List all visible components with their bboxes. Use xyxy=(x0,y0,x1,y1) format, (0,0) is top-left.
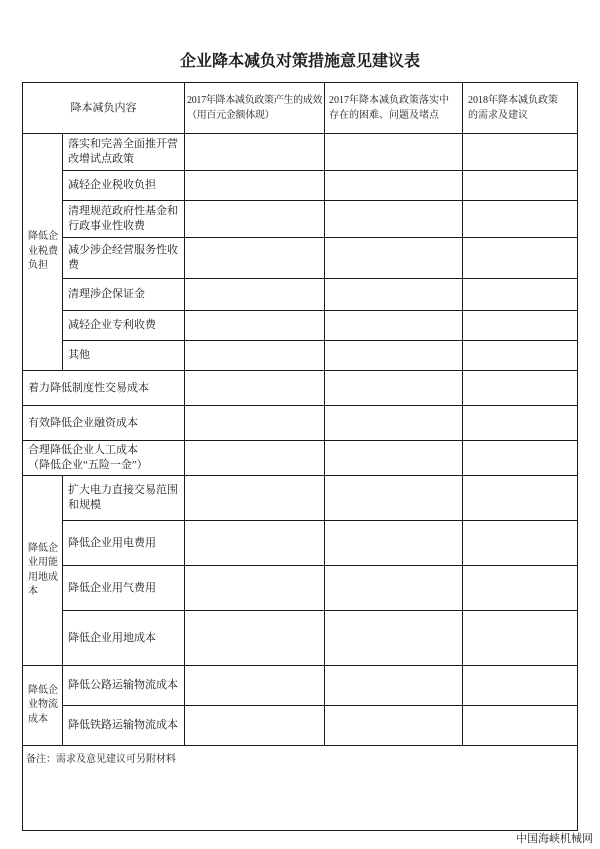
category-cell-tax-burden xyxy=(23,134,63,371)
item-financing-cost-label: 有效降低企业融资成本 xyxy=(28,416,138,429)
needs-2018-cell xyxy=(463,476,578,521)
watermark-text: 中国海峡机械网 xyxy=(516,833,593,845)
difficulties-2017-cell xyxy=(325,238,463,279)
item-vat-reform-label: 落实和完善全面推开营改增试点政策 xyxy=(68,138,178,165)
category-label-energy-land-cost: 降低企业用能用地成本 xyxy=(28,542,58,597)
needs-2018-cell xyxy=(463,341,578,371)
item-land-cost-cell xyxy=(63,611,185,666)
results-2017-cell xyxy=(185,406,325,441)
results-2017-cell xyxy=(185,476,325,521)
item-government-funds-fees-cell xyxy=(63,201,185,238)
needs-2018-cell xyxy=(463,171,578,201)
results-2017-cell xyxy=(185,171,325,201)
category-cell-logistics-cost xyxy=(23,666,63,746)
item-enterprise-deposits-cell xyxy=(63,279,185,311)
difficulties-2017-cell xyxy=(325,311,463,341)
category-label-tax-burden: 降低企业税费负担 xyxy=(28,231,58,272)
difficulties-2017-cell xyxy=(325,566,463,611)
item-labor-cost-label: 合理降低企业人工成本 xyxy=(28,444,138,456)
header-2018-needs-label: 2018年降本减负政策的需求及建议 xyxy=(468,95,558,121)
difficulties-2017-cell xyxy=(325,371,463,406)
difficulties-2017-cell xyxy=(325,134,463,171)
item-government-funds-fees-label: 清理规范政府性基金和行政事业性收费 xyxy=(68,205,178,232)
needs-2018-cell xyxy=(463,371,578,406)
difficulties-2017-cell xyxy=(325,476,463,521)
results-2017-cell xyxy=(185,311,325,341)
header-2017-results-cell xyxy=(185,83,325,134)
header-content-label: 降本减负内容 xyxy=(70,101,137,114)
needs-2018-cell xyxy=(463,521,578,566)
item-reduce-tax-burden-label: 减轻企业税收负担 xyxy=(68,179,156,191)
item-business-service-fees-label: 减少涉企经营服务性收费 xyxy=(68,244,178,271)
difficulties-2017-cell xyxy=(325,406,463,441)
difficulties-2017-cell xyxy=(325,706,463,746)
difficulties-2017-cell xyxy=(325,666,463,706)
item-rail-logistics-cost-cell xyxy=(63,706,185,746)
results-2017-cell xyxy=(185,521,325,566)
needs-2018-cell xyxy=(463,566,578,611)
results-2017-cell xyxy=(185,201,325,238)
item-financing-cost-cell xyxy=(23,406,185,441)
item-institutional-transaction-cost-label: 着力降低制度性交易成本 xyxy=(28,381,149,394)
needs-2018-cell xyxy=(463,706,578,746)
results-2017-cell xyxy=(185,279,325,311)
item-road-logistics-cost-label: 降低公路运输物流成本 xyxy=(68,679,178,691)
difficulties-2017-cell xyxy=(325,441,463,476)
item-enterprise-deposits-label: 清理涉企保证金 xyxy=(68,288,145,300)
item-labor-cost-note: （降低企业“五险一金”） xyxy=(28,459,148,471)
item-institutional-transaction-cost-cell xyxy=(23,371,185,406)
item-land-cost-label: 降低企业用地成本 xyxy=(68,631,156,644)
needs-2018-cell xyxy=(463,238,578,279)
item-other-label: 其他 xyxy=(68,349,90,361)
category-cell-energy-land-cost xyxy=(23,476,63,666)
results-2017-cell xyxy=(185,666,325,706)
item-road-logistics-cost-cell xyxy=(63,666,185,706)
difficulties-2017-cell xyxy=(325,341,463,371)
results-2017-cell xyxy=(185,441,325,476)
results-2017-cell xyxy=(185,238,325,279)
page-title: 企业降本减负对策措施意见建议表 xyxy=(179,53,420,70)
header-content-cell xyxy=(23,83,185,134)
needs-2018-cell xyxy=(463,441,578,476)
needs-2018-cell xyxy=(463,311,578,341)
difficulties-2017-cell xyxy=(325,611,463,666)
item-patent-fees-cell xyxy=(63,311,185,341)
results-2017-cell xyxy=(185,706,325,746)
header-2017-results-label: 2017年降本减负政策产生的成效（用百元金额体现） xyxy=(187,95,323,121)
needs-2018-cell xyxy=(463,611,578,666)
results-2017-cell xyxy=(185,134,325,171)
needs-2018-cell xyxy=(463,666,578,706)
item-rail-logistics-cost-label: 降低铁路运输物流成本 xyxy=(68,719,178,731)
item-gas-cost-cell xyxy=(63,566,185,611)
difficulties-2017-cell xyxy=(325,201,463,238)
suggestion-table xyxy=(22,82,578,831)
item-direct-power-trading-cell xyxy=(63,476,185,521)
item-patent-fees-label: 减轻企业专利收费 xyxy=(68,319,156,331)
difficulties-2017-cell xyxy=(325,279,463,311)
item-business-service-fees-cell xyxy=(63,238,185,279)
difficulties-2017-cell xyxy=(325,171,463,201)
results-2017-cell xyxy=(185,566,325,611)
needs-2018-cell xyxy=(463,406,578,441)
header-2018-needs-cell xyxy=(463,83,578,134)
header-2017-difficulties-label: 2017年降本减负政策落实中存在的困难、问题及堵点 xyxy=(329,95,449,121)
remark-note: 备注：需求及意见建议可另附材料 xyxy=(23,746,578,831)
difficulties-2017-cell xyxy=(325,521,463,566)
item-direct-power-trading-label: 扩大电力直接交易范围和规模 xyxy=(68,484,178,511)
category-label-logistics-cost: 降低企业物流成本 xyxy=(28,684,58,725)
item-gas-cost-label: 降低企业用气费用 xyxy=(68,581,156,594)
item-electricity-cost-cell xyxy=(63,521,185,566)
results-2017-cell xyxy=(185,371,325,406)
needs-2018-cell xyxy=(463,134,578,171)
item-vat-reform-cell xyxy=(63,134,185,171)
item-labor-cost-cell xyxy=(23,441,185,476)
results-2017-cell xyxy=(185,611,325,666)
needs-2018-cell xyxy=(463,201,578,238)
needs-2018-cell xyxy=(463,279,578,311)
results-2017-cell xyxy=(185,341,325,371)
item-electricity-cost-label: 降低企业用电费用 xyxy=(68,536,156,549)
item-other-cell xyxy=(63,341,185,371)
header-2017-difficulties-cell xyxy=(325,83,463,134)
item-reduce-tax-burden-cell xyxy=(63,171,185,201)
